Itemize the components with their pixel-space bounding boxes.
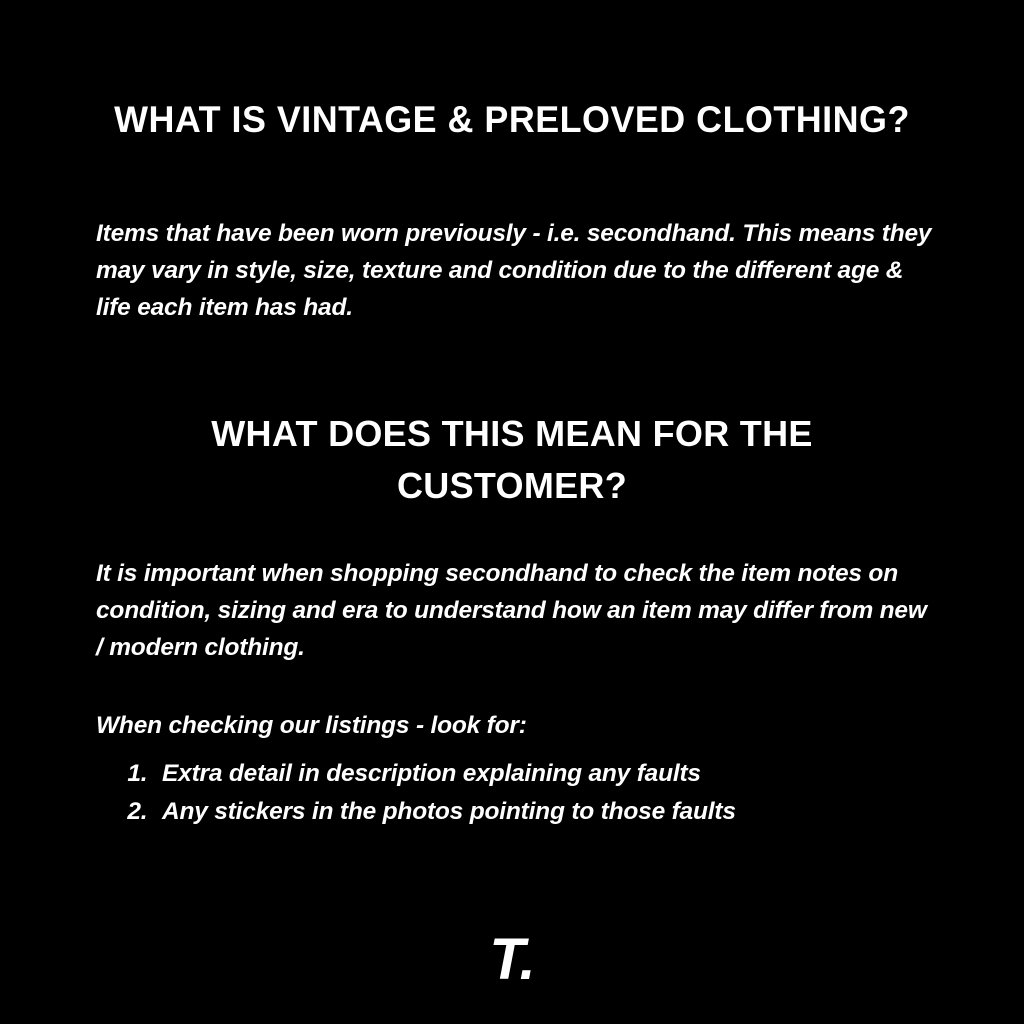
list-item: 2. Any stickers in the photos pointing to those faults [154, 793, 974, 831]
customer-guidance-paragraph: It is important when shopping secondhand to check the item notes on condition, sizing and era to understand how an item may differ from new / modern clothing. [96, 559, 927, 661]
checklist [118, 755, 974, 831]
page-title: WHAT IS VINTAGE & PRELOVED CLOTHING? [114, 98, 910, 140]
brand-logo: T. [489, 927, 535, 992]
listings-prompt-paragraph: When checking our listings - look for: [96, 711, 527, 739]
section-heading: WHAT DOES THIS MEAN FOR THE CUSTOMER? [211, 412, 813, 506]
list-item: 1. Extra detail in description explaining any faults [154, 755, 974, 793]
intro-paragraph: Items that have been worn previously - i.e. secondhand. This means they may vary in style, size, texture and condition due to the different age & life each item has had. [96, 219, 932, 321]
